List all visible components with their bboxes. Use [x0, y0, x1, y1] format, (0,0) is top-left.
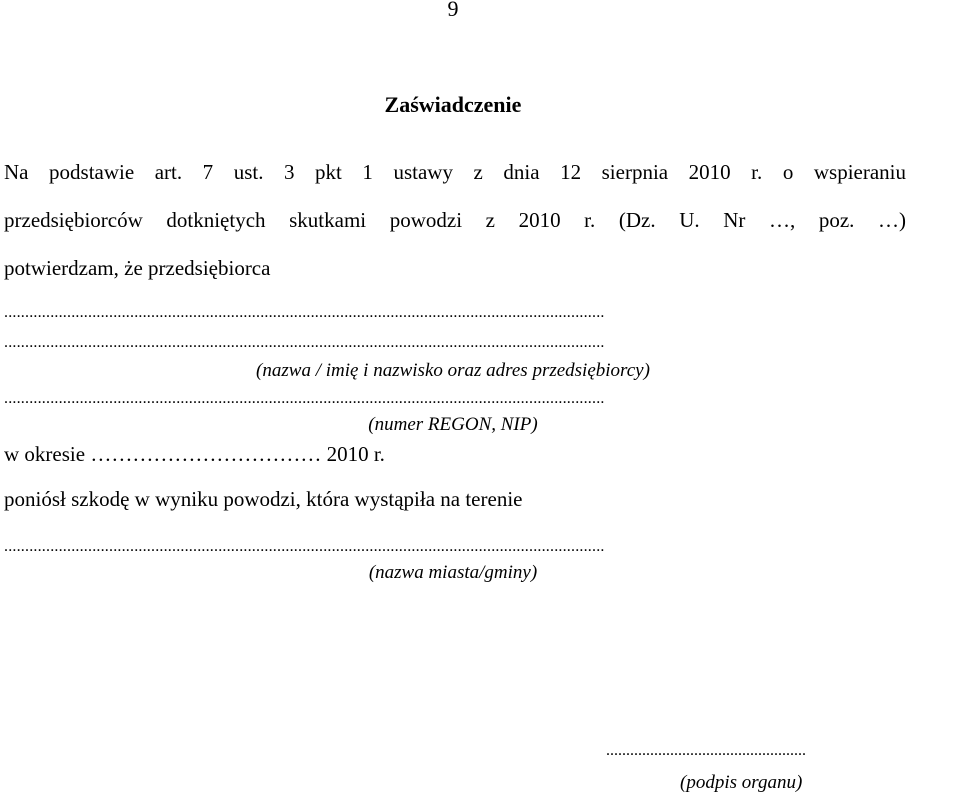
name-caption: (nazwa / imię i nazwisko oraz adres przedsiębiorcy) [256, 360, 650, 381]
signature-fill-line: .................................................. [606, 742, 806, 759]
period-year: 2010 r. [326, 442, 385, 466]
period-row [4, 442, 906, 466]
name-fill-line-2: ............................................................................................................................................... [4, 334, 605, 351]
intro-line-2: przedsiębiorców dotkniętych skutkami powodzi z 2010 r. (Dz. U. Nr …, poz. …) [4, 208, 906, 232]
period-label: w okresie [4, 442, 86, 466]
period-dots: …………………………… [90, 442, 322, 466]
regon-caption: (numer REGON, NIP) [368, 414, 538, 435]
damage-text: poniósł szkodę w wyniku powodzi, która wystąpiła na terenie [4, 487, 523, 511]
intro-line-3: potwierdzam, że przedsiębiorca [4, 256, 271, 280]
document-title: Zaświadczenie [384, 92, 522, 117]
regon-fill-line: ............................................................................................................................................... [4, 390, 605, 407]
page-number: 9 [447, 0, 459, 21]
location-fill-line: ............................................................................................................................................... [4, 538, 605, 555]
signature-caption: (podpis organu) [680, 772, 803, 793]
intro-line-1: Na podstawie art. 7 ust. 3 pkt 1 ustawy z dnia 12 sierpnia 2010 r. o wspieraniu [4, 160, 906, 184]
name-fill-line-1: ............................................................................................................................................... [4, 304, 605, 321]
location-caption: (nazwa miasta/gminy) [368, 562, 538, 583]
